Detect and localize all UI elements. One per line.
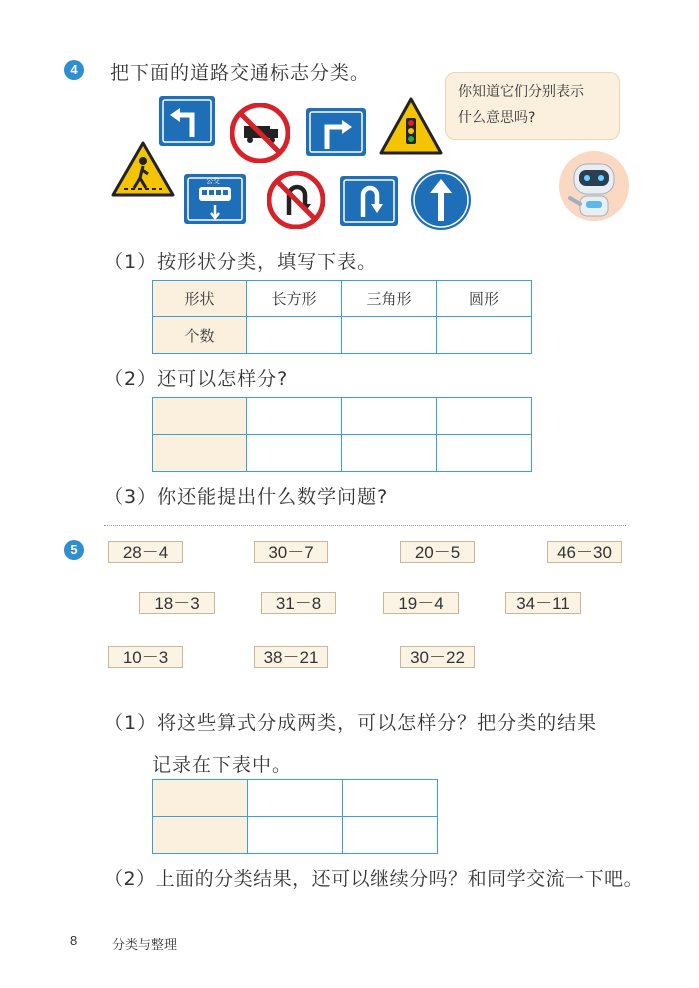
answer-cell[interactable] xyxy=(247,317,342,354)
part3-label: （3）你还能提出什么数学问题? xyxy=(104,486,389,508)
row-label-cell: 个数 xyxy=(153,317,247,354)
part2-label: （2）上面的分类结果，还可以继续分吗？和同学交流一下吧。 xyxy=(104,868,644,890)
section-divider xyxy=(104,525,626,526)
problem-number: 4 xyxy=(70,62,78,77)
expression-classification-table xyxy=(152,779,438,854)
speech-line-1: 你知道它们分别表示 xyxy=(458,84,584,100)
expression-card: 30－22 xyxy=(400,646,475,668)
turn-right-lane-sign-icon xyxy=(305,107,367,157)
expression-card: 28－4 xyxy=(108,541,183,563)
shape-count-table xyxy=(152,280,532,354)
answer-cell[interactable] xyxy=(343,780,438,817)
expression-card: 18－3 xyxy=(139,592,215,614)
answer-cell[interactable] xyxy=(437,435,532,472)
page-number: 8 xyxy=(70,933,78,948)
answer-cell[interactable] xyxy=(437,317,532,354)
answer-cell[interactable] xyxy=(342,398,437,435)
expression-card: 19－4 xyxy=(383,592,459,614)
answer-cell[interactable] xyxy=(248,817,343,854)
answer-cell[interactable] xyxy=(153,398,247,435)
robot-avatar-icon xyxy=(558,150,630,222)
speech-line-2: 什么意思吗? xyxy=(458,110,536,126)
problem-title: 把下面的道路交通标志分类。 xyxy=(110,62,371,84)
header-cell: 长方形 xyxy=(247,281,342,317)
custom-classification-table xyxy=(152,397,532,472)
straight-ahead-sign-icon xyxy=(410,169,472,231)
problem-number-badge xyxy=(64,60,84,80)
answer-cell[interactable] xyxy=(153,435,247,472)
header-cell: 三角形 xyxy=(342,281,437,317)
answer-cell[interactable] xyxy=(342,435,437,472)
part1-label-line-2: 记录在下表中。 xyxy=(152,754,293,776)
header-cell: 形状 xyxy=(153,281,247,317)
expression-card: 34－11 xyxy=(505,592,581,614)
answer-cell[interactable] xyxy=(342,317,437,354)
part1-label: （1）按形状分类，填写下表。 xyxy=(104,251,378,273)
header-cell: 圆形 xyxy=(437,281,532,317)
answer-cell[interactable] xyxy=(153,780,248,817)
part1-label-line-1: （1）将这些算式分成两类，可以怎样分？把分类的结果 xyxy=(104,712,598,734)
expression-card: 31－8 xyxy=(261,592,336,614)
section-title: 分类与整理 xyxy=(112,938,178,953)
answer-cell[interactable] xyxy=(247,398,342,435)
expression-card: 10－3 xyxy=(108,646,183,668)
expression-card: 46－30 xyxy=(547,541,622,563)
answer-cell[interactable] xyxy=(153,817,248,854)
bus-sign-label: 公交 xyxy=(206,177,220,185)
traffic-light-warning-sign-icon xyxy=(378,96,444,156)
no-trucks-sign-icon xyxy=(230,103,290,163)
answer-cell[interactable] xyxy=(437,398,532,435)
problem-number-badge xyxy=(64,540,84,560)
u-turn-lane-sign-icon xyxy=(339,175,399,227)
expression-card: 30－7 xyxy=(254,541,328,563)
speech-bubble xyxy=(445,72,620,140)
answer-cell[interactable] xyxy=(247,435,342,472)
expression-card: 38－21 xyxy=(254,646,328,668)
answer-cell[interactable] xyxy=(343,817,438,854)
part2-label: （2）还可以怎样分? xyxy=(104,368,289,390)
problem-number: 5 xyxy=(70,542,78,557)
answer-cell[interactable] xyxy=(248,780,343,817)
expression-card: 20－5 xyxy=(400,541,475,563)
no-u-turn-sign-icon xyxy=(267,171,325,229)
pedestrian-warning-sign-icon xyxy=(110,140,176,198)
